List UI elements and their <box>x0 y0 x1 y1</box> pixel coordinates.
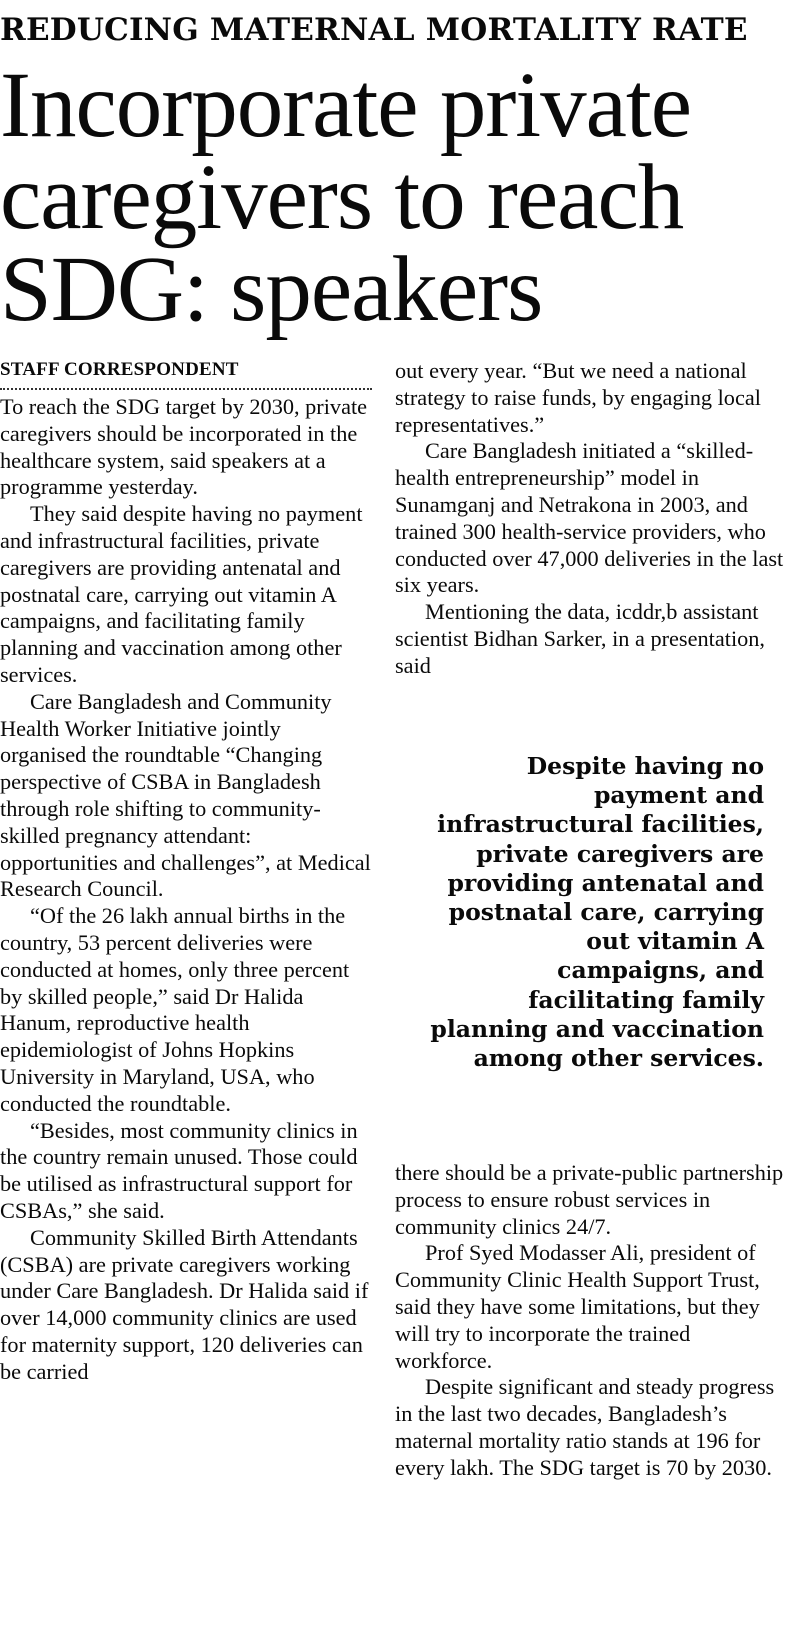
paragraph: there should be a private-public partnership process to ensure robust services in community clinics 24/7. <box>395 1160 784 1239</box>
pull-quote: Despite having no payment and infrastructural facilities, private caregivers are providing antenatal and postnatal care, carrying out vitamin A campaigns, and facilitating family planning and vaccination among other services. <box>430 752 764 1073</box>
article-headline <box>0 54 793 341</box>
paragraph: Care Bangladesh and Community Health Worker Initiative jointly organised the roundtable “Changing perspective of CSBA in Bangladesh through role shifting to community-skilled pregnancy attendant: opportunities and challenges”, at Medical Research Council. <box>0 688 371 902</box>
paragraph: “Of the 26 lakh annual births in the country, 53 percent deliveries were conducted at homes, only three percent by skilled people,” said Dr Halida Hanum, reproductive health epidemiologist of Johns Hopkins University in Maryland, USA, who conducted the roundtable. <box>0 903 350 1116</box>
article-column-2-bottom <box>395 1160 793 1482</box>
paragraph: Care Bangladesh initiated a “skilled-health entrepreneurship” model in Sunamganj and Netrakona in 2003, and trained 300 health-service providers, who conducted over 47,000 deliveries in the last six years. <box>395 438 784 598</box>
paragraph: Despite significant and steady progress in the last two decades, Bangladesh’s maternal mortality ratio stands at 196 for every lakh. The SDG target is 70 by 2030. <box>395 1374 775 1480</box>
headline-line: caregivers to reach <box>0 146 684 249</box>
paragraph: Community Skilled Birth Attendants (CSBA) are private caregivers working under Care Bangladesh. Dr Halida said if over 14,000 community clinics are used for maternity support, 120 deliveries can be carried <box>0 1224 369 1384</box>
byline: STAFF CORRESPONDENT <box>0 358 372 390</box>
paragraph: To reach the SDG target by 2030, private caregivers should be incorporated in the healthcare system, said speakers at a programme yesterday. <box>0 394 368 500</box>
paragraph: “Besides, most community clinics in the country remain unused. Those could be utilised as infrastructural support for CSBAs,” she said. <box>0 1117 358 1223</box>
headline-line: SDG: speakers <box>0 238 543 341</box>
paragraph: out every year. “But we need a national strategy to raise funds, by engaging local representatives.” <box>395 358 761 437</box>
article-column-2-top <box>395 358 793 680</box>
article-kicker: REDUCING MATERNAL MORTALITY RATE <box>0 12 748 48</box>
article-column-1 <box>0 358 372 1385</box>
paragraph: Mentioning the data, icddr,b assistant scientist Bidhan Sarker, in a presentation, said <box>395 599 766 678</box>
paragraph: They said despite having no payment and infrastructural facilities, private caregivers are providing antenatal and postnatal care, carrying out vitamin A campaigns, and facilitating family planning and vaccination among other services. <box>0 501 363 687</box>
paragraph: Prof Syed Modasser Ali, president of Community Clinic Health Support Trust, said they have some limitations, but they will try to incorporate the trained workforce. <box>395 1240 760 1373</box>
headline-line: Incorporate private <box>0 54 692 157</box>
